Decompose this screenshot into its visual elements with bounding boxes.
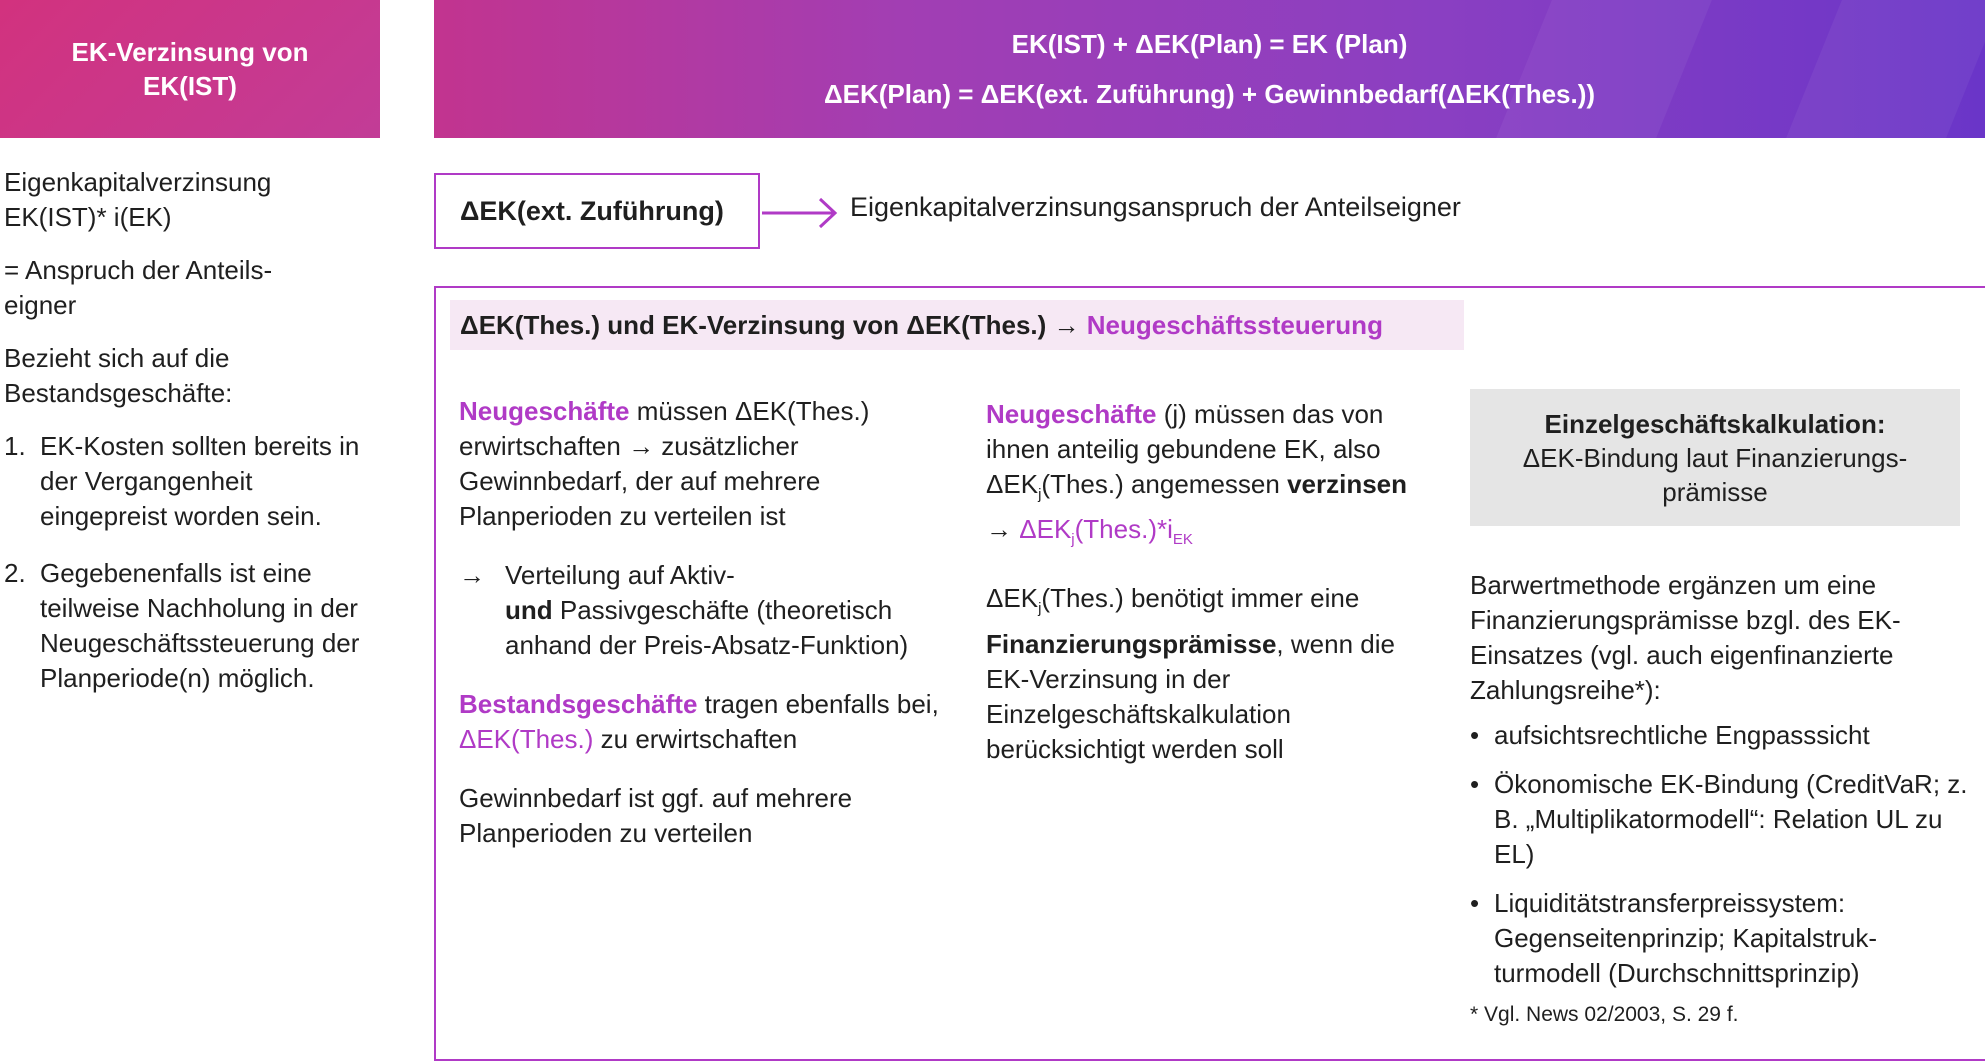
footnote: * Vgl. News 02/2003, S. 29 f. (1470, 1003, 1739, 1026)
bullet-icon: • (1470, 720, 1480, 750)
left-header-line1: EK-Verzinsung von (71, 37, 309, 67)
left-numbered-list (4, 429, 379, 696)
external-supply-box: ΔEK(ext. Zuführung) (434, 173, 760, 249)
right-header (434, 0, 1985, 138)
col2-paragraph-2: $\Delta EK_j(Thes.)$ benötigt immer eine Finanzierungsprämisse, wenn die EK-Verzinsung in der Einzelgeschäftskalkulation berücksichtigt werden soll (986, 583, 1395, 764)
left-header-line2: EK(IST) (143, 71, 237, 101)
left-paragraph-3: Bezieht sich auf die Bestandsgeschäfte: (4, 343, 233, 408)
left-column (4, 165, 379, 718)
calc-box-line2: prämisse (1662, 476, 1768, 507)
arrow-right-icon (762, 195, 840, 231)
list-item: 1. EK-Kosten sollten bereits in der Vergangenheit eingepreist worden sein. (4, 431, 360, 531)
col2-paragraph-1: Neugeschäfte (j) müssen das von ihnen anteilig gebundene EK, also $\Delta EK_j(Thes.)$ angemessen verzinsen → $\Delta EK_j(Thes.)*i_{EK}$ (986, 399, 1408, 549)
equation-2: ΔEK(Plan) = ΔEK(ext. Zuführung) + Gewinnbedarf(ΔEK(Thes.)) (823, 79, 1596, 109)
distribution-item: → Verteilung auf Aktiv- und Passivgeschäfte (theoretisch anhand der Preis-Absatz-Funktion) (459, 558, 939, 663)
present-value-column (1470, 568, 1970, 1005)
external-supply-description: Eigenkapitalverzinsungsanspruch der Anteilseigner (850, 192, 1461, 222)
col3-intro: Barwertmethode ergänzen um eine Finanzierungsprämisse bzgl. des EK-Einsatzes (vgl. auch eigenfinanzierte Zahlungsreihe*): (1470, 570, 1901, 705)
col1-paragraph-1: Neugeschäfte müssen ΔEK(Thes.) erwirtschaften → zusätzlicher Gewinnbedarf, der auf mehrere Planperioden zu verteilen ist (459, 396, 870, 531)
bullet-icon: • (1470, 769, 1480, 799)
calc-box-title: Einzelgeschäftskalkulation: (1544, 408, 1886, 439)
single-business-column (986, 397, 1436, 791)
list-item: • Liquiditätstransferpreissystem: Gegenseitenprinzip; Kapitalstrukturmodell (Durchschnittsprinzip) (1470, 886, 1970, 991)
col1-paragraph-2: Bestandsgeschäfte tragen ebenfalls bei, ΔEK(Thes.) zu erwirtschaften (459, 689, 939, 754)
left-paragraph-2: = Anspruch der Anteils- eigner (4, 255, 273, 320)
list-item: • Ökonomische EK-Bindung (CreditVaR; z. B. „Multiplikatormodell“: Relation UL zu EL) (1470, 767, 1970, 872)
equation-1: EK(IST) + ΔEK(Plan) = EK (Plan) (1011, 29, 1408, 59)
calc-box-line1: ΔEK-Bindung laut Finanzierungs- (1522, 442, 1908, 473)
single-business-calculation-box (1470, 389, 1960, 526)
list-item: • aufsichtsrechtliche Engpasssicht (1470, 718, 1970, 753)
arrow-icon: → (459, 560, 485, 590)
bullet-list (1470, 718, 1970, 991)
bullet-icon: • (1470, 888, 1480, 918)
list-item: 2. Gegebenenfalls ist eine teilweise Nachholung in der Neugeschäftssteuerung der Planperiode(n) möglich. (4, 558, 360, 693)
left-paragraph-1: Eigenkapitalverzinsung EK(IST)* i(EK) (4, 167, 272, 232)
col1-paragraph-3: Gewinnbedarf ist ggf. auf mehrere Planperioden zu verteilen (459, 783, 853, 848)
main-box-title: ΔEK(Thes.) und EK-Verzinsung von ΔEK(Thes.) → Neugeschäftssteuerung (450, 300, 1464, 350)
left-header (0, 0, 380, 138)
new-business-column (459, 394, 939, 875)
